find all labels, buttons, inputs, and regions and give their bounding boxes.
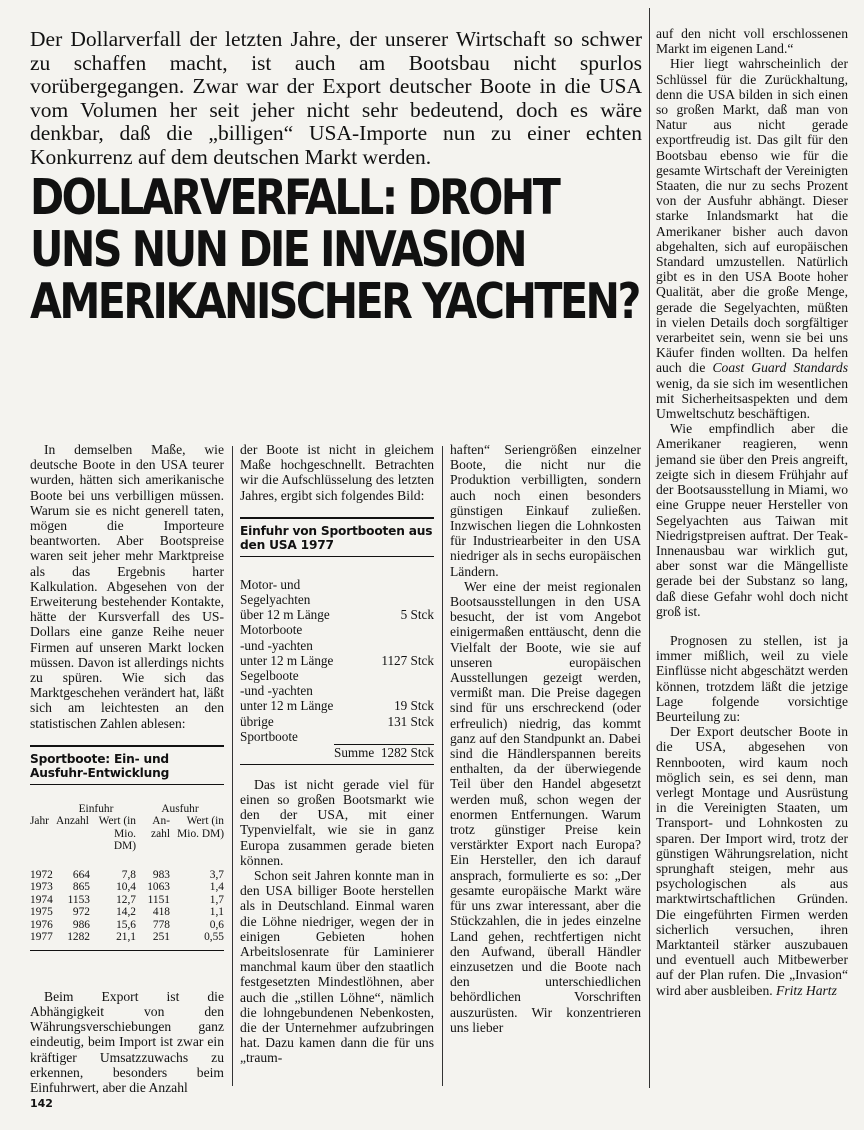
cell-year: 1974: [30, 893, 53, 906]
col-header-value2: Wert (in Mio. DM): [177, 815, 224, 840]
table-row: [240, 683, 434, 698]
col-header-count2: An-zahl: [151, 815, 170, 840]
table-row: [240, 592, 434, 607]
cell-year: 1975: [30, 906, 53, 919]
cell-label: unter 12 m Länge: [240, 652, 334, 668]
import-table: [240, 577, 434, 760]
body-paragraph: Schon seit Jahren konnte man in den USA billiger Boote herstellen als in Deutschland. Einmal waren die Löhne niedriger, wegen der in einigen Gebieten hohen Arbeitslosenrate für Laminierer manchmal kaum über den staatlich festgesetzten Mindestlöhnen, aber auch die „stillen Löhne“, nämlich die lohngebundenen Nebenkosten, die der Unternehmer aufzubringen hat. Dazu kamen dann die für uns „traum-: [240, 867, 434, 1066]
import-group-header: Einfuhr: [78, 802, 114, 815]
cell-import-value: 14,2: [116, 906, 136, 919]
cell-export-value: 0,55: [204, 931, 224, 944]
column-2: [240, 442, 434, 1066]
cell-label: Segelboote: [240, 668, 299, 684]
col-header-count: Anzahl: [56, 815, 89, 828]
import-sum-label: Summe: [333, 744, 375, 760]
body-paragraph: Wer eine der meist regionalen Bootsausstellungen in den USA besucht, der ist vom Angebot einigermaßen enttäuscht, denn die Vielfalt der Boote, wie sie auf unseren europäischen Ausstellungen gezeigt werden, vermißt man. Die Preise dagegen sind für uns erschreckend (oder erfreulich) niedrig, das kommt ganz auf den Standpunkt an. Dabei sind die Händlerspannen bereits enthalten, da der überwiegende Teil über den Handel abgesetzt werden muß, schon wegen der enormen Entfernungen. Warum trotz günstiger Preise kein verstärkter Export nach Europa? Ein Hersteller, den ich darauf ansprach, formulierte es so: „Der gesamte europäische Markt wäre für uns zwar interessant, aber die Stückzahlen, die in jedes einzelne Land gehen, rechtfertigen nicht den Aufwand, überall Händler einzusetzen und die Boote nach den unterschiedlichen behördlichen Vorschriften auszurüsten. Wir konzentrieren uns lieber: [450, 578, 641, 1035]
box-rule: [30, 745, 224, 747]
cell-label: -und -yachten: [240, 637, 313, 653]
cell-value: [334, 668, 434, 683]
col-header-value: Wert (in Mio. DM): [98, 815, 136, 853]
cell-export-count: 778: [152, 918, 170, 931]
body-paragraph: Prognosen zu stellen, ist ja immer mißlich, weil zu viele Einflüsse nicht abgeschätzt werden können, trotzdem läßt die jetzige Lage folgende vorsichtige Beurteilung zu:: [656, 632, 848, 724]
cell-value: 5 Stck: [400, 607, 434, 623]
body-paragraph: haften“ Seriengrößen einzelner Boote, die nicht nur die Produktion verbilligten, sondern auch noch einen besonders günstigen Einkauf zuließen. Inzwischen liegen die Lohnkosten für Industriearbeiter in den USA niedriger als in sechs europäischen Ländern.: [450, 442, 641, 579]
cell-value: [334, 622, 434, 637]
text-run: Hier liegt wahrscheinlich der Schlüssel für die Zurückhaltung, denn die USA bilden in sich einen so großen Markt, daß man von Natur aus nicht gerade exportfreudig ist. Das gilt für den Bootsbau ebenso wie für die gesamte Wirtschaft der Vereinigten Staaten, die nur zu sechs Prozent von der Ausfuhr abhängt. Dieser starke Inlandsmarkt hat die Amerikaner bisher auch davon abgehalten, sich auf europäischen Standard umzustellen. Natürlich gibt es in den USA Boote hoher Qualität, aber die große Menge, gerade die Segelyachten, müßten in vielen Details doch sorgfältiger verarbeitet sein, wenn sie bei uns Käufer finden wollten. Da helfen auch die: [656, 56, 848, 376]
body-paragraph: der Boote ist nicht in gleichem Maße hochgeschnellt. Betrachten wir die Aufschlüsselung des letzten Jahres, ergibt sich folgendes Bild:: [240, 442, 434, 503]
table-row: [30, 894, 224, 907]
table-row: [30, 881, 224, 894]
cell-import-value: 15,6: [116, 918, 136, 931]
cell-export-count: 1063: [147, 881, 170, 894]
box-rule: [240, 556, 434, 557]
cell-value: 131 Stck: [387, 713, 434, 729]
table-row: [240, 607, 434, 622]
cell-export-value: 1,7: [209, 893, 224, 906]
export-table-title: Sportboote: Ein- und Ausfuhr-Entwicklung: [30, 751, 170, 780]
table-row: [30, 869, 224, 882]
cell-export-value: 1,4: [209, 881, 224, 894]
import-table-title: Einfuhr von Sportbooten aus den USA 1977: [240, 523, 433, 552]
cell-export-value: 0,6: [209, 918, 224, 931]
cell-import-value: 12,7: [116, 893, 136, 906]
cell-value: 1127 Stck: [381, 652, 434, 668]
body-paragraph: In demselben Maße, wie deutsche Boote in den USA teurer wurden, hätten sich amerikanische Boote bei uns verbilligen müssen. Warum sie es nicht generell taten, mögen die Importeure beantworten. Aber Bootspreise waren seit jeher mehr Marktpreise als das Ergebnis harter Kalkulation. Abgesehen von der Erweiterung bestehender Kontakte, hätte der Kursverfall des US-Dollars eine ganze Reihe neuer Firmen auf unseren Markt locken müssen. Davon ist allerdings nichts zu spüren. Wie sich das Marktgeschehen verändert hat, läßt sich am leichtesten an den statistischen Zahlen ablesen:: [30, 442, 224, 731]
author-name: Fritz Hartz: [776, 982, 837, 998]
body-paragraph: auf den nicht voll erschlossenen Markt im eigenen Land.“: [656, 26, 848, 57]
cell-import-value: 7,8: [121, 868, 136, 881]
page-number: 142: [30, 1097, 53, 1110]
table-row: [30, 919, 224, 932]
body-paragraph: Das ist nicht gerade viel für einen so großen Bootsmarkt wie den der USA, mit einer Typenvielfalt, wie sie in ganz Europa zusammen gerade bieten können.: [240, 776, 434, 868]
cell-export-count: 1151: [147, 893, 170, 906]
cell-label: unter 12 m Länge: [240, 698, 334, 714]
import-sum: [334, 744, 434, 760]
body-paragraph: Wie empfindlich aber die Amerikaner reagieren, wenn jemand sie über den Preis angreift, zeigte sich in diesem Frühjahr auf der Bootsausstellung in Miami, wo eine Gruppe neuer Hersteller von Segelyachten aus Taiwan mit Niedrigstpreisen auftrat. Der Teak-Innenausbau war wirklich gut, aber sonst war die Mängelliste gerade bei der Substanz so lang, daß diese Gefahr wohl doch nicht groß ist.: [656, 421, 848, 619]
cell-year: 1976: [30, 918, 53, 931]
cell-export-count: 418: [152, 906, 170, 919]
table-row: [30, 906, 224, 919]
cell-label: Motorboote: [240, 622, 303, 638]
table-row: [240, 653, 434, 668]
cell-import-count: 1153: [67, 893, 90, 906]
text-run: Der Export deutscher Boote in die USA, abgesehen von Rennbooten, wird kaum noch möglich sein, es sei denn, man verlegt Montage und Ausrüstung in die Vereinigten Staaten, um Transport- und Lohnkosten zu sparen. Der Import wird, trotz der günstigen Währungsrelation, nicht sprunghaft steigen, mehr aus psychologischen als aus marktwirtschaftlichen Gründen. Die eingeführten Firmen werden sicherlich versuchen, ihren Marktanteil stärker auszubauen und eventuell auch Mitbewerber auf der Plan rufen. Die „Invasion“ wird aber ausbleiben.: [656, 724, 848, 998]
cell-label: übrige Sportboote: [240, 713, 298, 744]
lead-paragraph: Der Dollarverfall der letzten Jahre, der unserer Wirtschaft so schwer zu schaffen macht, ist auch am Bootsbau nicht spurlos vorübergegangen. Zwar war der Export deutscher Boote in die USA vom Volumen her seit jeher nicht sehr bedeutend, doch es wäre denkbar, daß die „billigen“ USA-Importe nun zu einer echten Konkurrenz auf dem deutschen Markt werden.: [30, 27, 642, 169]
cell-label: über 12 m Länge: [240, 607, 330, 623]
cell-import-value: 21,1: [116, 931, 136, 944]
cell-value: [334, 592, 434, 607]
cell-value: [334, 683, 434, 698]
table-row: [240, 638, 434, 653]
col-header-year: Jahr: [30, 815, 49, 828]
cell-label: Segelyachten: [240, 592, 311, 608]
cell-import-count: 664: [72, 868, 90, 881]
cell-import-count: 986: [72, 918, 90, 931]
column-rule: [232, 446, 233, 1086]
body-paragraph: Beim Export ist die Abhängigkeit von den Währungsverschiebungen ganz eindeutig, beim Import ist zwar ein kräftiger Umsatzzuwachs zu erkennen, besonders beim Einfuhrwert, aber die Anzahl: [30, 988, 224, 1096]
cell-import-value: 10,4: [116, 881, 136, 894]
cell-value: [334, 577, 434, 592]
table-row: [240, 714, 434, 744]
body-paragraph: [656, 56, 848, 421]
box-rule: [240, 517, 434, 519]
table-row: [240, 668, 434, 683]
cell-year: 1973: [30, 881, 53, 894]
headline-line: UNS NUN DIE INVASION: [30, 221, 526, 278]
import-sum-value: 1282 Stck: [380, 744, 434, 760]
cell-import-count: 972: [72, 906, 90, 919]
table-row: [240, 577, 434, 592]
headline: [30, 169, 639, 330]
table-row: [240, 622, 434, 637]
text-run: wenig, da sie sich im wesentlichen mit Sicherheitsaspekten und dem Umweltschutz beschäftigen.: [656, 375, 848, 422]
column-3: [450, 442, 641, 1035]
headline-line: DOLLARVERFALL: DROHT: [30, 169, 559, 226]
cell-import-count: 1282: [67, 931, 90, 944]
export-group-header: Ausfuhr: [161, 802, 199, 815]
italic-term: Coast Guard Standards: [712, 360, 848, 376]
column-1: [30, 442, 224, 1095]
cell-value: 19 Stck: [394, 698, 434, 714]
cell-export-count: 983: [152, 868, 170, 881]
column-rule: [442, 446, 443, 1086]
cell-year: 1972: [30, 868, 53, 881]
column-4: [656, 26, 848, 998]
cell-import-count: 865: [72, 881, 90, 894]
cell-label: -und -yachten: [240, 683, 313, 699]
cell-value: [334, 638, 434, 653]
table-row: [30, 931, 224, 944]
cell-export-value: 3,7: [209, 868, 224, 881]
body-paragraph: [656, 724, 848, 998]
cell-year: 1977: [30, 931, 53, 944]
headline-line: AMERIKANISCHER YACHTEN?: [30, 273, 639, 330]
cell-label: Motor- und: [240, 576, 301, 592]
column-rule: [649, 8, 650, 1088]
box-rule: [30, 784, 224, 785]
cell-export-value: 1,1: [209, 906, 224, 919]
cell-export-count: 251: [152, 931, 170, 944]
export-table: [30, 803, 224, 944]
table-row: [240, 698, 434, 713]
